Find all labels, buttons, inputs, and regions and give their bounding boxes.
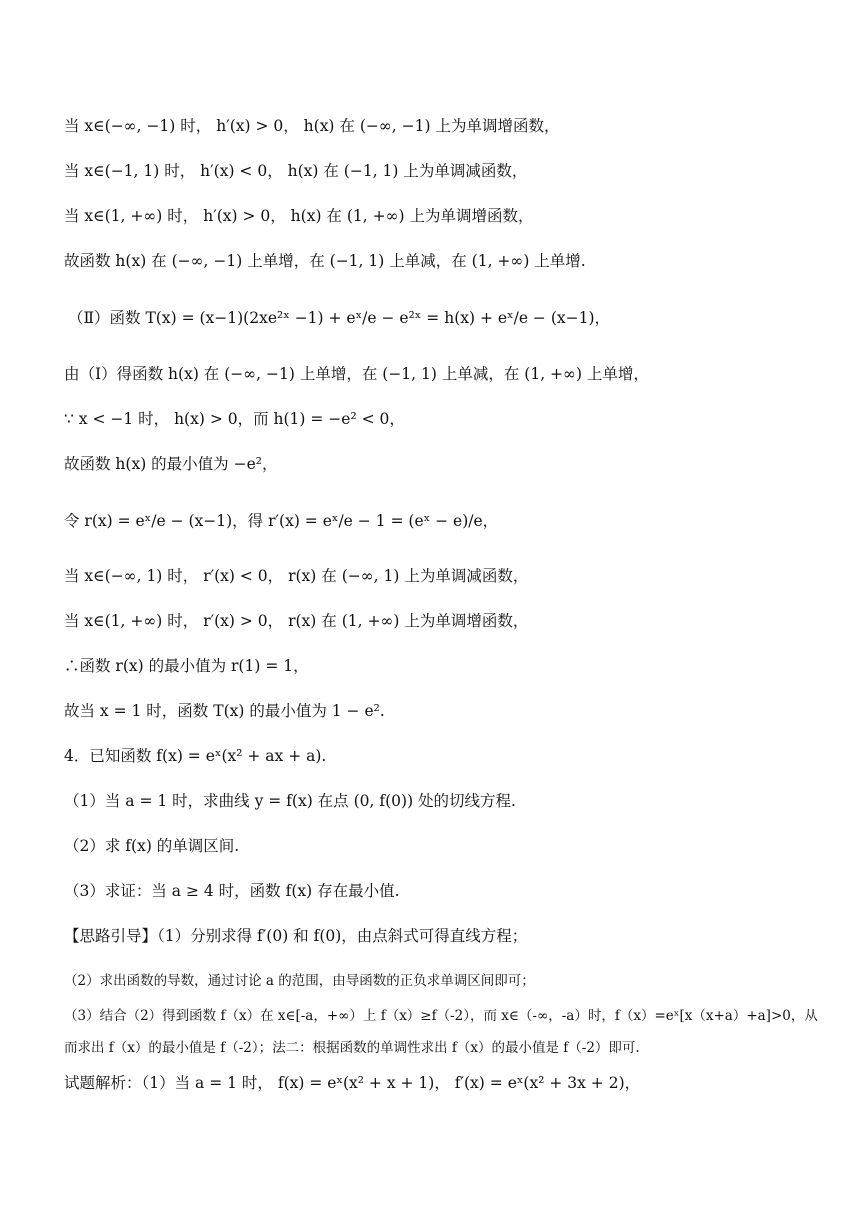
hint-line-2: （2）求出函数的导数，通过讨论 a 的范围，由导函数的正负求单调区间即可； <box>64 973 535 989</box>
text-line-12: ∴函数 r(x) 的最小值为 r(1) = 1， <box>64 657 309 675</box>
text-line-1: 当 x∈(−∞, −1) 时， h′(x) > 0， h(x) 在 (−∞, −1) 上为单调增函数， <box>64 117 560 135</box>
hint-line-1: 【思路引导】（1）分别求得 f′(0) 和 f(0)，由点斜式可得直线方程； <box>64 927 528 945</box>
problem-4-part-3: （3）求证：当 a ≥ 4 时，函数 f(x) 存在最小值. <box>64 882 400 900</box>
text-line-6: 由（Ⅰ）得函数 h(x) 在 (−∞, −1) 上单增，在 (−1, 1) 上单减，在 (1, +∞) 上单增， <box>64 365 649 383</box>
text-line-8: 故函数 h(x) 的最小值为 −e²， <box>64 455 278 473</box>
text-line-11: 当 x∈(1, +∞) 时， r′(x) > 0， r(x) 在 (1, +∞) 上为单调增函数， <box>64 612 529 630</box>
text-line-7: ∵ x < −1 时， h(x) > 0，而 h(1) = −e² < 0， <box>64 410 405 428</box>
text-line-3: 当 x∈(1, +∞) 时， h′(x) > 0， h(x) 在 (1, +∞) 上为单调增函数， <box>64 207 534 225</box>
text-line-2: 当 x∈(−1, 1) 时， h′(x) < 0， h(x) 在 (−1, 1) 上为单调减函数， <box>64 162 528 180</box>
problem-4-statement: 4．已知函数 f(x) = eˣ(x² + ax + a). <box>64 747 327 765</box>
text-line-10: 当 x∈(−∞, 1) 时， r′(x) < 0， r(x) 在 (−∞, 1) 上为单调减函数， <box>64 567 529 585</box>
hint-line-3: （3）结合（2）得到函数 f（x）在 x∈[-a，+∞）上 f（x）≥f（-2），而 x∈（-∞，-a）时，f（x）=eˣ[x（x+a）+a]>0，从而求出 f（x）的最小值是 f（-2）；法二：根据函数的单调性求出 f（x）的最小值是 f（-2）即可. <box>64 1008 818 1056</box>
text-line-5: （Ⅱ）函数 T(x) = (x−1)(2xe²ˣ −1) + eˣ/e − e²ˣ = h(x) + eˣ/e − (x−1)， <box>68 309 611 327</box>
text-line-13: 故当 x = 1 时，函数 T(x) 的最小值为 1 − e². <box>64 702 385 720</box>
text-line-4: 故函数 h(x) 在 (−∞, −1) 上单增，在 (−1, 1) 上单减，在 (1, +∞) 上单增. <box>64 252 586 270</box>
problem-4-part-2: （2）求 f(x) 的单调区间. <box>64 837 240 855</box>
solution-line-1: 试题解析：（1）当 a = 1 时， f(x) = eˣ(x² + x + 1)， f′(x) = eˣ(x² + 3x + 2)， <box>64 1074 641 1092</box>
problem-4-part-1: （1）当 a = 1 时，求曲线 y = f(x) 在点 (0, f(0)) 处的切线方程. <box>64 792 516 810</box>
text-line-9: 令 r(x) = eˣ/e − (x−1)，得 r′(x) = eˣ/e − 1 = (eˣ − e)/e， <box>64 512 499 530</box>
